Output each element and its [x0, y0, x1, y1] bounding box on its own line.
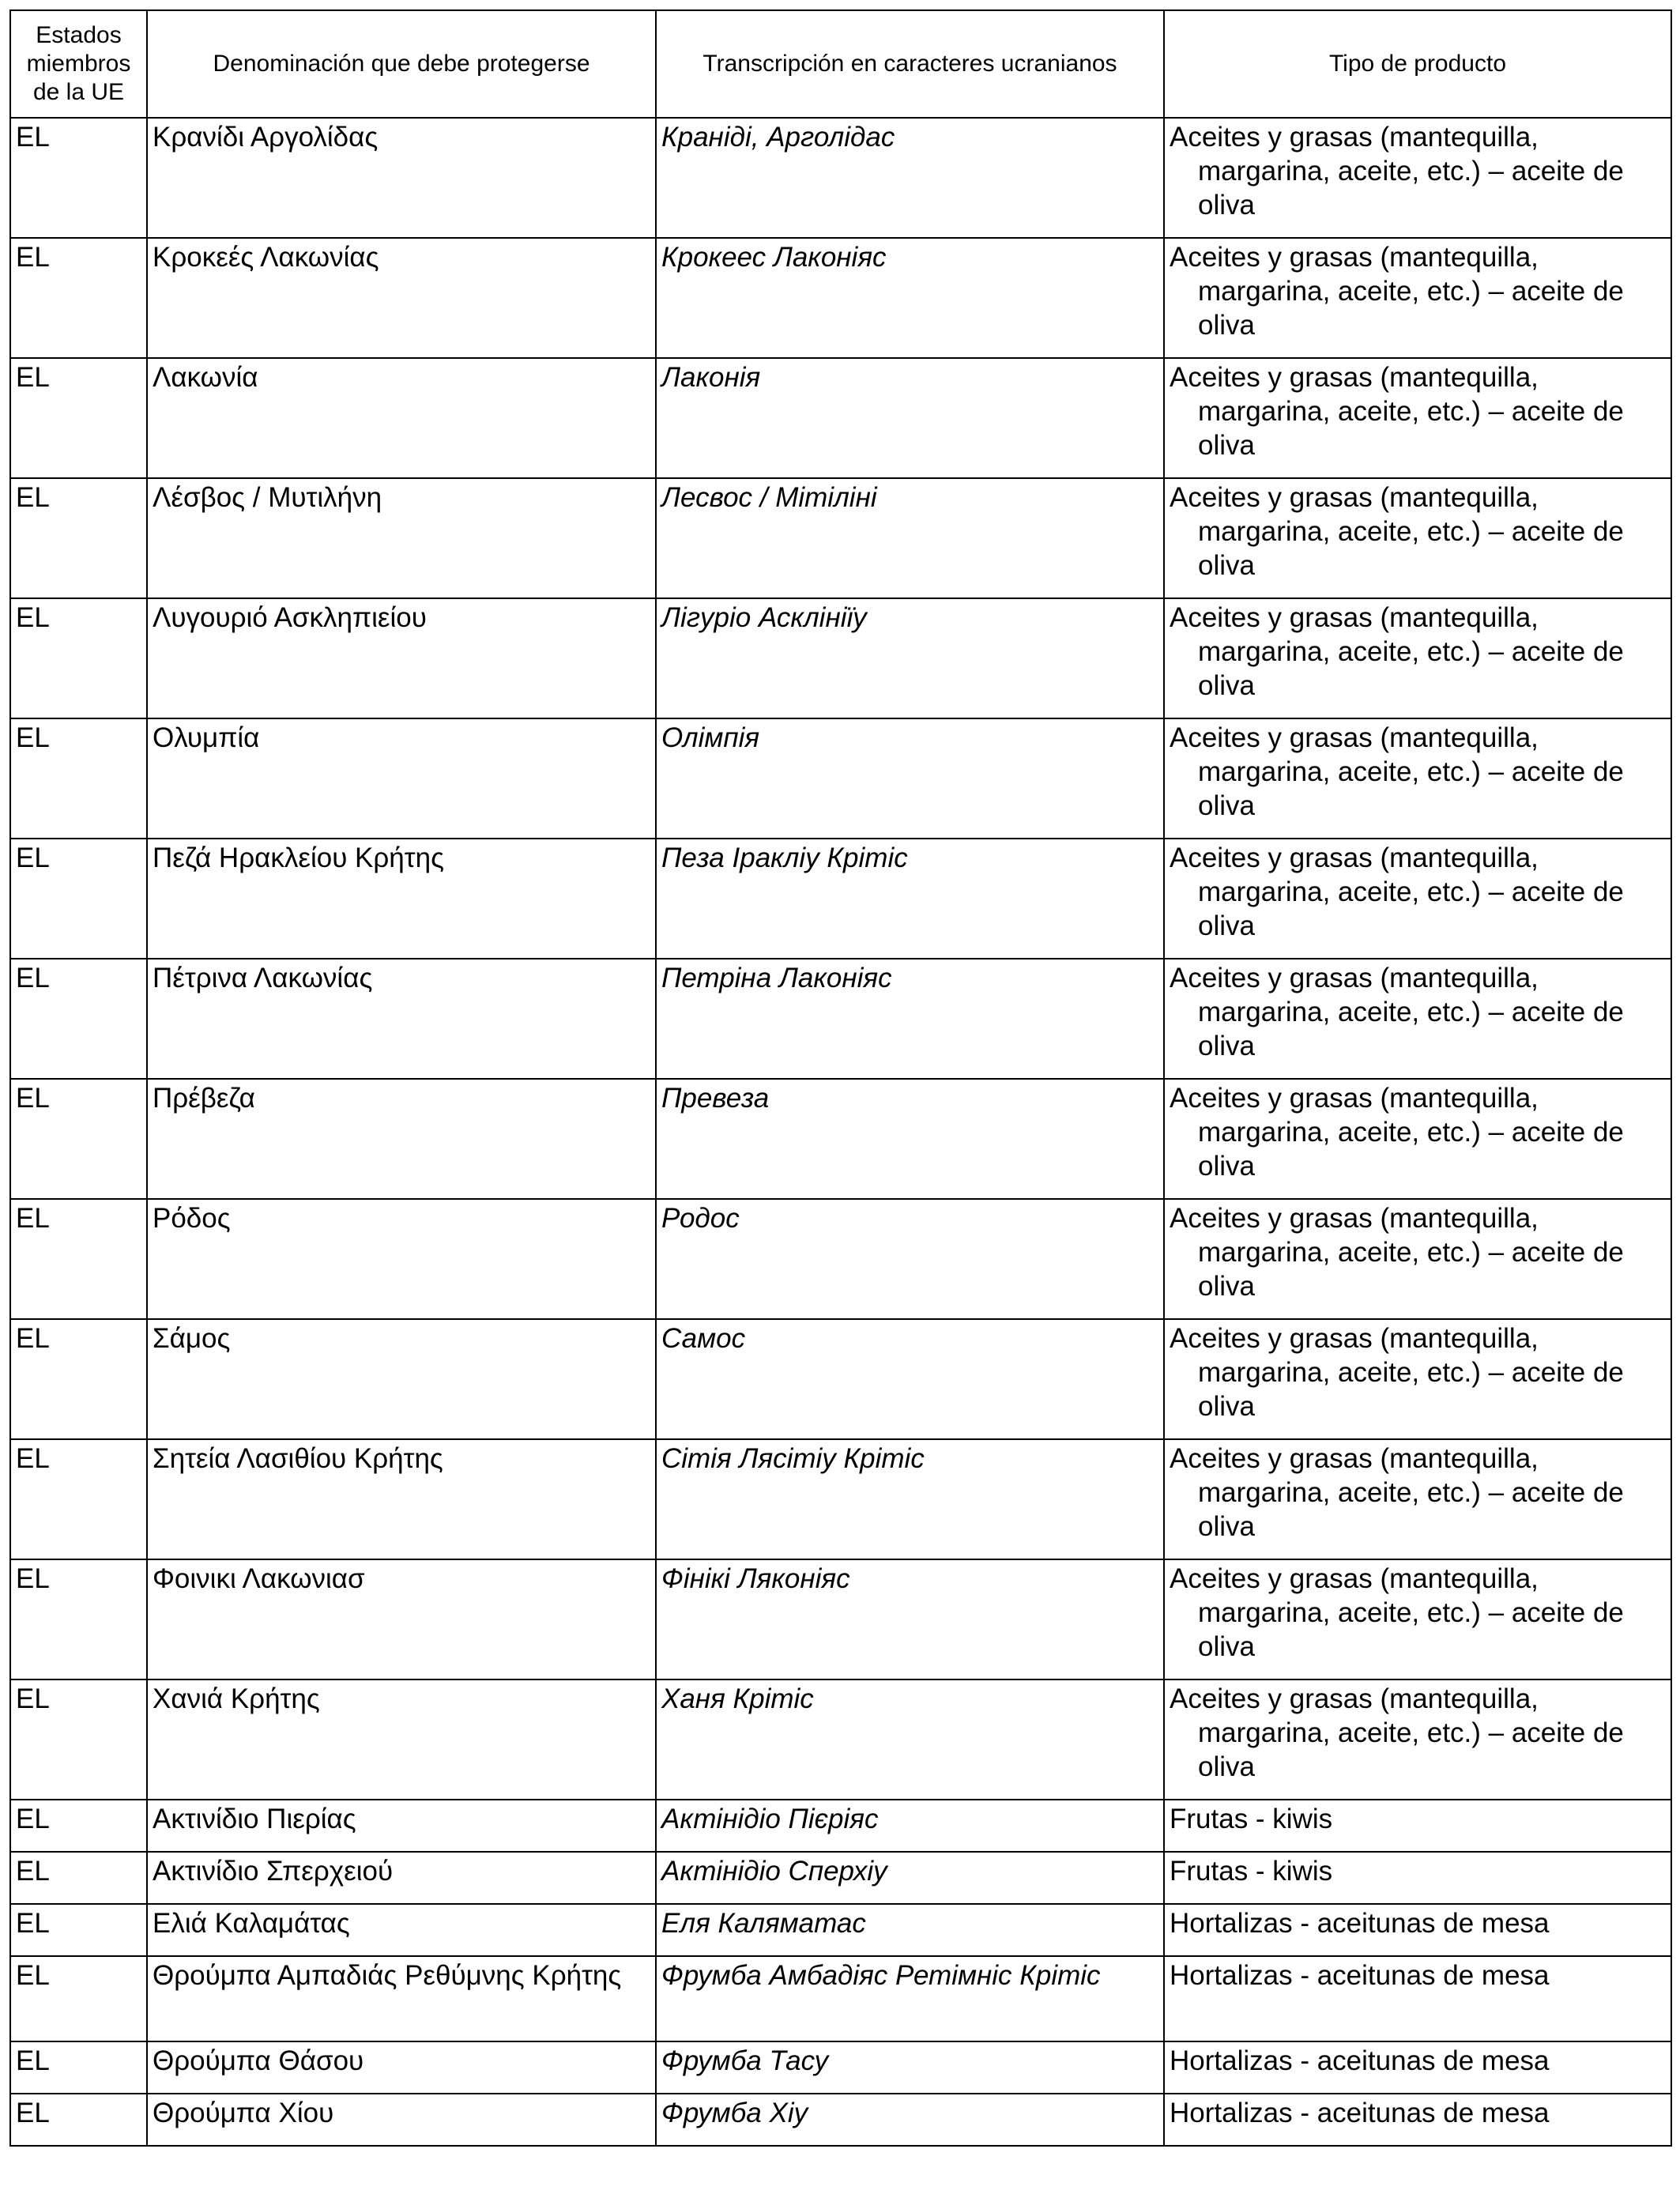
table-row [10, 1319, 1671, 1439]
cell-state: EL [10, 1199, 147, 1319]
table-row [10, 1559, 1671, 1679]
cell-state: EL [10, 1079, 147, 1199]
cell-name-text: Φοινικι Λακωνιασ [153, 1563, 365, 1594]
table-row [10, 2041, 1671, 2094]
cell-name [147, 478, 656, 598]
cell-state: EL [10, 1439, 147, 1559]
cell-type-text: Aceites y grasas (mantequilla, margarina, aceite, etc.) – aceite de oliva [1170, 843, 1624, 941]
cell-name-text: Κροκεές Λακωνίας [153, 242, 379, 273]
cell-type-text: Aceites y grasas (mantequilla, margarina, aceite, etc.) – aceite de oliva [1170, 362, 1624, 461]
header-member-states: Estados miembros de la UE [10, 10, 147, 118]
cell-translit: Лесвос / Мітіліні [656, 478, 1164, 598]
table-row [10, 358, 1671, 478]
cell-type-text: Aceites y grasas (mantequilla, margarina, aceite, etc.) – aceite de oliva [1170, 122, 1624, 221]
cell-state: EL [10, 598, 147, 718]
cell-state: EL [10, 1319, 147, 1439]
cell-name-text: Ακτινίδιο Πιερίας [153, 1804, 356, 1834]
cell-type [1164, 1904, 1671, 1956]
cell-type [1164, 1559, 1671, 1679]
cell-translit: Пеза Іракліу Крітіс [656, 839, 1164, 959]
cell-type [1164, 959, 1671, 1079]
cell-type [1164, 839, 1671, 959]
cell-name [147, 1319, 656, 1439]
cell-type-text: Aceites y grasas (mantequilla, margarina, aceite, etc.) – aceite de oliva [1170, 1203, 1624, 1302]
cell-type-text: Aceites y grasas (mantequilla, margarina, aceite, etc.) – aceite de oliva [1170, 1083, 1624, 1182]
table-row [10, 1800, 1671, 1852]
cell-state: EL [10, 2041, 147, 2094]
cell-translit: Фінікі Ляконіяс [656, 1559, 1164, 1679]
cell-name [147, 959, 656, 1079]
cell-translit: Лаконія [656, 358, 1164, 478]
cell-translit: Самос [656, 1319, 1164, 1439]
cell-name-text: Πέτρινα Λακωνίας [153, 963, 373, 993]
table-row [10, 2094, 1671, 2146]
cell-type-text: Frutas - kiwis [1170, 1804, 1333, 1834]
cell-type [1164, 1319, 1671, 1439]
cell-name [147, 1800, 656, 1852]
cell-translit: Сітія Лясітіу Крітіс [656, 1439, 1164, 1559]
cell-name [147, 1679, 656, 1800]
cell-state: EL [10, 1800, 147, 1852]
table-row [10, 1852, 1671, 1904]
cell-type [1164, 2094, 1671, 2146]
header-product-type: Tipo de producto [1164, 10, 1671, 118]
table-row [10, 1679, 1671, 1800]
cell-type-text: Frutas - kiwis [1170, 1856, 1333, 1887]
cell-name [147, 238, 656, 358]
cell-name [147, 839, 656, 959]
cell-state: EL [10, 358, 147, 478]
cell-name [147, 1852, 656, 1904]
cell-name [147, 1956, 656, 2041]
cell-name [147, 2041, 656, 2094]
header-row [10, 10, 1671, 118]
cell-name-text: Θρούμπα Αμπαδιάς Ρεθύμνης Κρήτης [153, 1960, 622, 1991]
cell-translit: Олімпія [656, 718, 1164, 839]
cell-type [1164, 2041, 1671, 2094]
cell-type-text: Aceites y grasas (mantequilla, margarina, aceite, etc.) – aceite de oliva [1170, 1443, 1624, 1542]
cell-name [147, 2094, 656, 2146]
cell-state: EL [10, 1679, 147, 1800]
cell-state: EL [10, 238, 147, 358]
cell-translit: Фрумба Тасу [656, 2041, 1164, 2094]
cell-type [1164, 478, 1671, 598]
cell-name-text: Ελιά Καλαμάτας [153, 1908, 350, 1939]
table-row [10, 478, 1671, 598]
table-row [10, 238, 1671, 358]
cell-type-text: Aceites y grasas (mantequilla, margarina, aceite, etc.) – aceite de oliva [1170, 1683, 1624, 1782]
cell-translit: Крокеес Лаконіяс [656, 238, 1164, 358]
cell-type-text: Aceites y grasas (mantequilla, margarina, aceite, etc.) – aceite de oliva [1170, 1323, 1624, 1422]
cell-translit: Превеза [656, 1079, 1164, 1199]
cell-name [147, 1904, 656, 1956]
cell-translit: Петріна Лаконіяс [656, 959, 1164, 1079]
cell-state: EL [10, 1852, 147, 1904]
cell-state: EL [10, 959, 147, 1079]
cell-translit: Еля Каляматас [656, 1904, 1164, 1956]
cell-name-text: Σάμος [153, 1323, 231, 1354]
table-row [10, 718, 1671, 839]
cell-name [147, 718, 656, 839]
cell-name [147, 1439, 656, 1559]
cell-name-text: Χανιά Κρήτης [153, 1683, 320, 1714]
table-row [10, 1904, 1671, 1956]
cell-type [1164, 1956, 1671, 2041]
cell-state: EL [10, 1559, 147, 1679]
cell-name-text: Πεζά Ηρακλείου Κρήτης [153, 843, 444, 873]
cell-translit: Актінідіо Пієріяс [656, 1800, 1164, 1852]
cell-type [1164, 1679, 1671, 1800]
cell-name-text: Κρανίδι Αργολίδας [153, 122, 379, 153]
cell-type-text: Aceites y grasas (mantequilla, margarina, aceite, etc.) – aceite de oliva [1170, 963, 1624, 1061]
table-row [10, 959, 1671, 1079]
cell-type-text: Aceites y grasas (mantequilla, margarina, aceite, etc.) – aceite de oliva [1170, 1563, 1624, 1662]
cell-name [147, 358, 656, 478]
cell-state: EL [10, 478, 147, 598]
cell-type-text: Hortalizas - aceitunas de mesa [1170, 1960, 1550, 1991]
cell-translit: Лігуріо Асклініїу [656, 598, 1164, 718]
cell-type [1164, 118, 1671, 238]
cell-name-text: Ακτινίδιο Σπερχειού [153, 1856, 394, 1887]
cell-name-text: Σητεία Λασιθίου Κρήτης [153, 1443, 443, 1474]
cell-name-text: Θρούμπα Χίου [153, 2098, 334, 2128]
cell-type [1164, 1199, 1671, 1319]
cell-name [147, 1199, 656, 1319]
designations-table [9, 9, 1672, 2147]
cell-type [1164, 1852, 1671, 1904]
cell-type [1164, 1800, 1671, 1852]
cell-type [1164, 1079, 1671, 1199]
header-transcription: Transcripción en caracteres ucranianos [656, 10, 1164, 118]
table-row [10, 1439, 1671, 1559]
cell-type [1164, 238, 1671, 358]
cell-type [1164, 358, 1671, 478]
cell-name [147, 1559, 656, 1679]
cell-name-text: Λακωνία [153, 362, 258, 393]
cell-type-text: Hortalizas - aceitunas de mesa [1170, 1908, 1550, 1939]
cell-name [147, 1079, 656, 1199]
table-row [10, 839, 1671, 959]
cell-state: EL [10, 2094, 147, 2146]
cell-state: EL [10, 118, 147, 238]
cell-name-text: Ολυμπία [153, 722, 260, 753]
cell-translit: Актінідіо Сперхіу [656, 1852, 1164, 1904]
cell-type-text: Hortalizas - aceitunas de mesa [1170, 2045, 1550, 2076]
table-body [10, 118, 1671, 2146]
cell-name-text: Ρόδος [153, 1203, 231, 1234]
cell-type [1164, 1439, 1671, 1559]
cell-name-text: Λυγουριό Ασκληπιείου [153, 602, 427, 633]
cell-type-text: Aceites y grasas (mantequilla, margarina, aceite, etc.) – aceite de oliva [1170, 482, 1624, 581]
table-row [10, 1199, 1671, 1319]
cell-translit: Краніді, Арголідас [656, 118, 1164, 238]
cell-state: EL [10, 718, 147, 839]
cell-translit: Фрумба Хіу [656, 2094, 1164, 2146]
cell-type-text: Hortalizas - aceitunas de mesa [1170, 2098, 1550, 2128]
cell-type [1164, 718, 1671, 839]
cell-name [147, 598, 656, 718]
cell-type-text: Aceites y grasas (mantequilla, margarina, aceite, etc.) – aceite de oliva [1170, 602, 1624, 701]
cell-type-text: Aceites y grasas (mantequilla, margarina, aceite, etc.) – aceite de oliva [1170, 722, 1624, 821]
cell-name-text: Πρέβεζα [153, 1083, 255, 1114]
cell-name-text: Λέσβος / Μυτιλήνη [153, 482, 382, 513]
cell-name-text: Θρούμπα Θάσου [153, 2045, 364, 2076]
table-row [10, 1956, 1671, 2041]
cell-type-text: Aceites y grasas (mantequilla, margarina, aceite, etc.) – aceite de oliva [1170, 242, 1624, 341]
cell-translit: Фрумба Амбадіяс Ретімніс Крітіс [656, 1956, 1164, 2041]
cell-translit: Ханя Крітіс [656, 1679, 1164, 1800]
table-row [10, 118, 1671, 238]
header-designation: Denominación que debe protegerse [147, 10, 656, 118]
cell-state: EL [10, 1956, 147, 2041]
cell-translit: Родос [656, 1199, 1164, 1319]
cell-name [147, 118, 656, 238]
table-row [10, 1079, 1671, 1199]
cell-state: EL [10, 839, 147, 959]
table-row [10, 598, 1671, 718]
cell-state: EL [10, 1904, 147, 1956]
cell-type [1164, 598, 1671, 718]
